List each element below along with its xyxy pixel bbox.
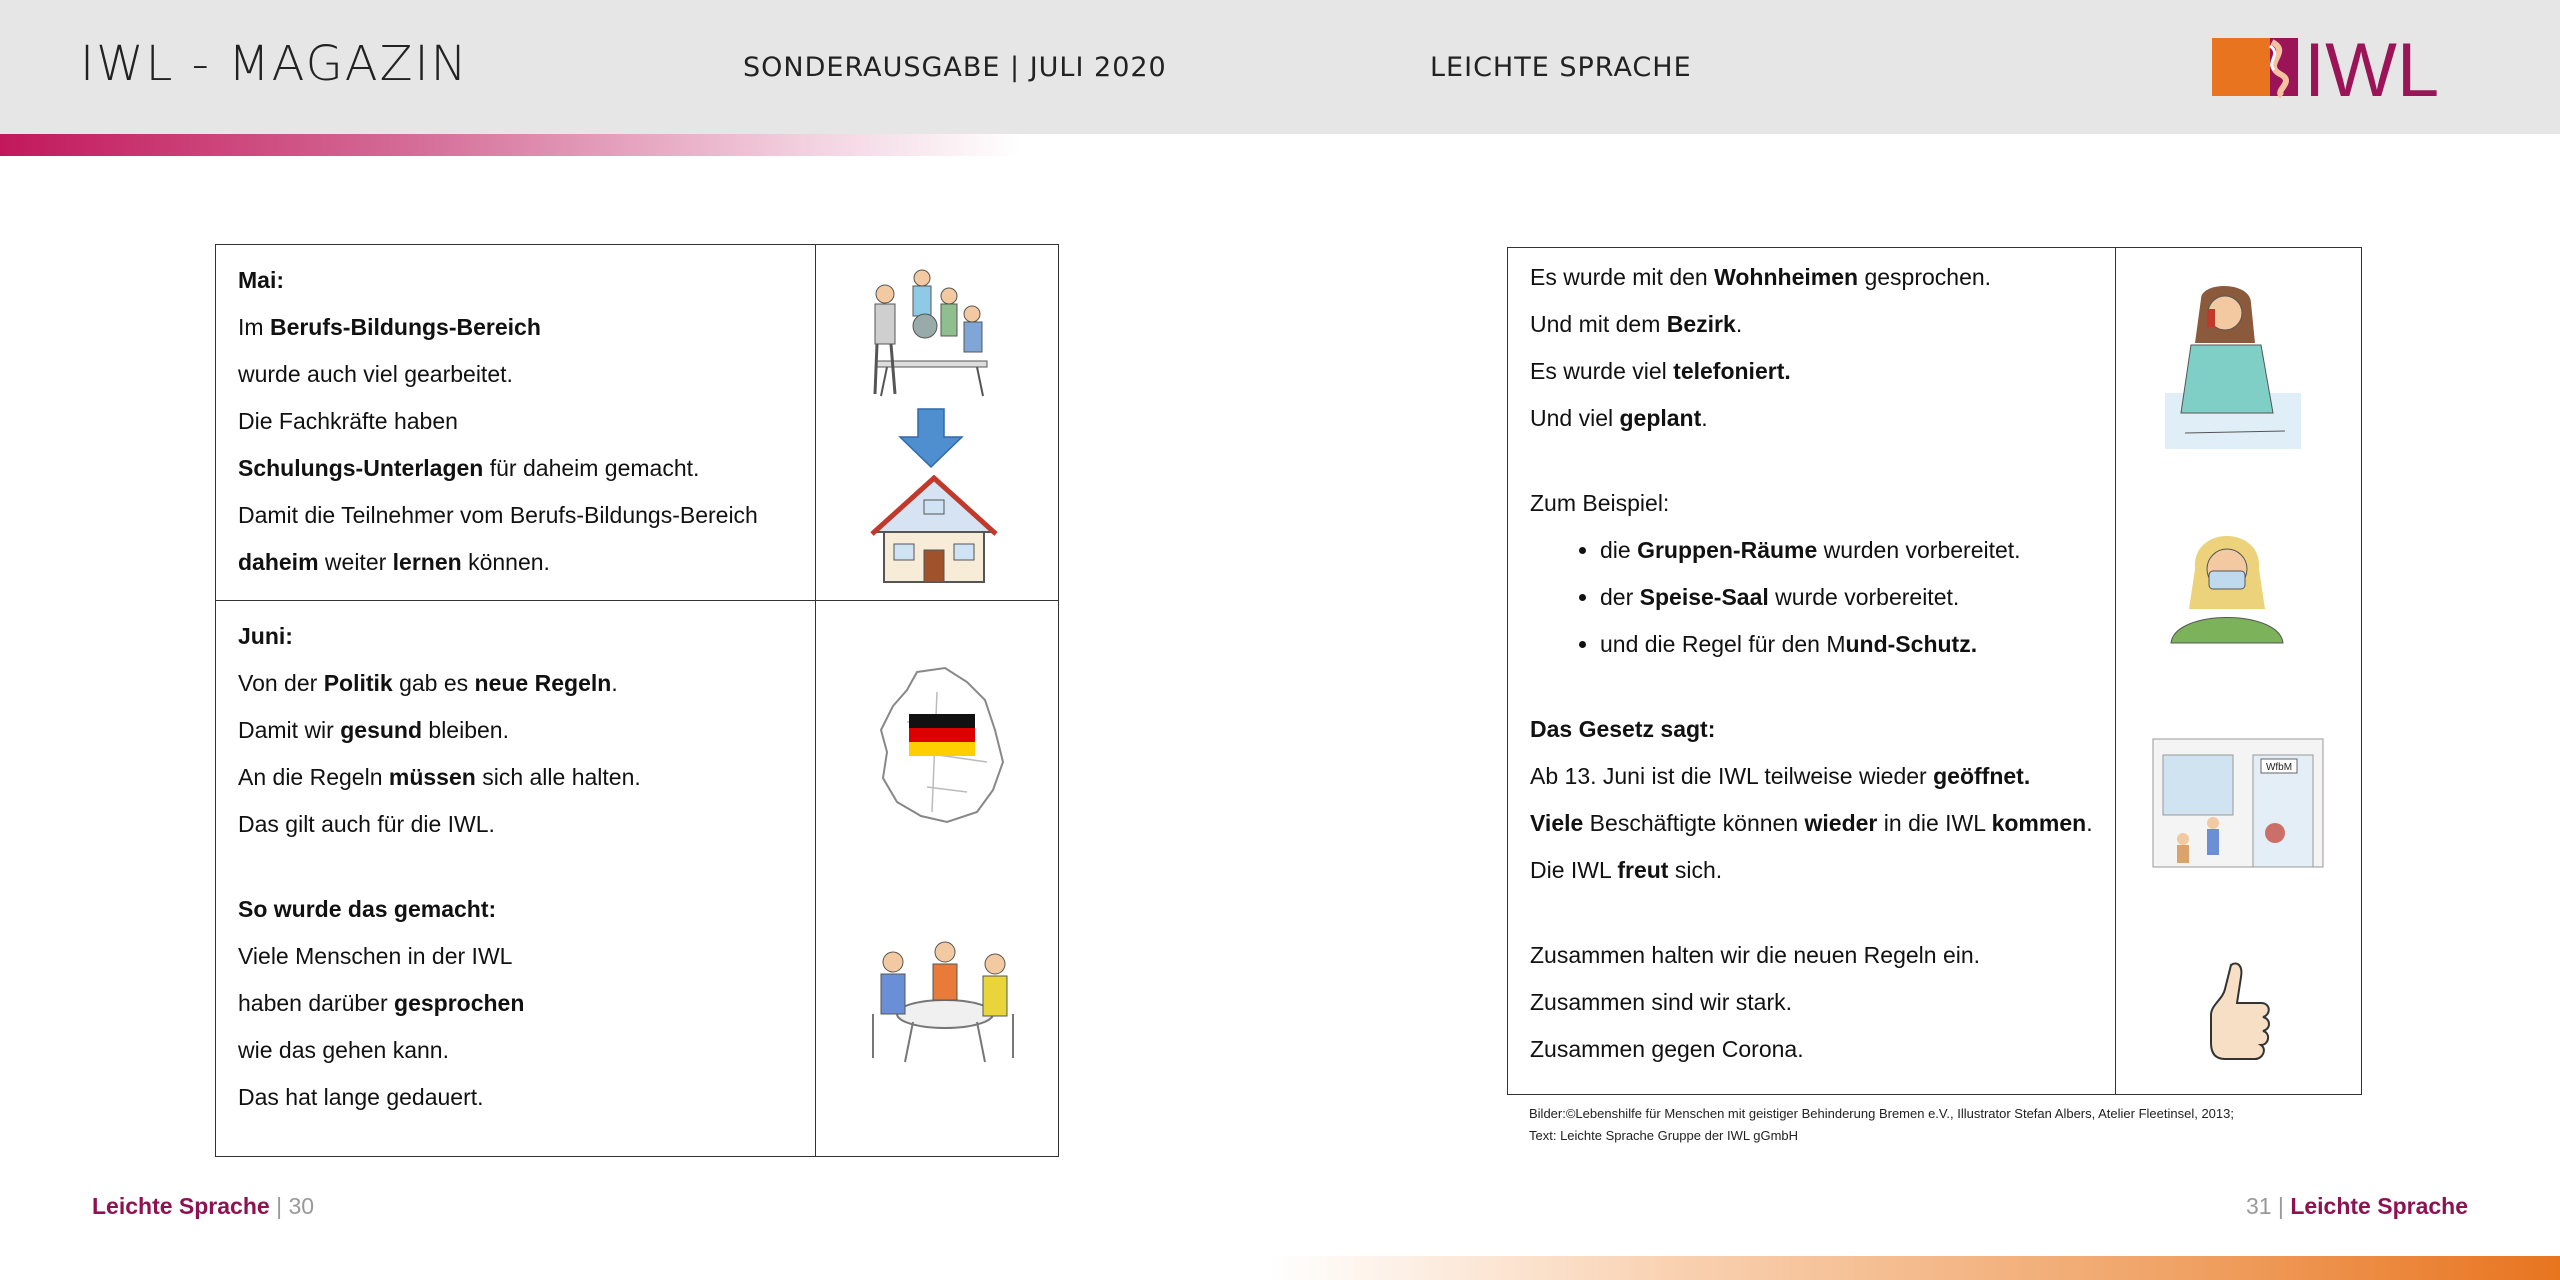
text-run: Viele Menschen in der IWL (238, 943, 513, 969)
text-run: . (1701, 405, 1708, 431)
text-run: . (2086, 810, 2093, 836)
issue-label: SONDERAUSGABE | JULI 2020 (743, 52, 1167, 83)
text-run: gesprochen. (1858, 264, 1992, 290)
text-run: Damit die Teilnehmer vom Berufs-Bildungs-Bereich (238, 502, 758, 528)
page-number-right: 31 (2245, 1193, 2272, 1219)
text-line (238, 492, 793, 539)
juni-illustrations (817, 602, 1057, 1150)
text-run: sich. (1668, 857, 1723, 883)
bold-text: Politik (323, 670, 393, 696)
bold-text: Wohnheimen (1714, 264, 1859, 290)
text-run: Damit wir (238, 717, 341, 743)
text-line (238, 933, 793, 980)
juni-subheading: So wurde das gemacht: (238, 896, 497, 922)
bold-text: daheim (238, 549, 319, 575)
meeting-people-icon (873, 942, 1013, 1062)
text-run: für daheim gemacht. (483, 455, 700, 481)
text-run: . (1735, 311, 1743, 337)
text-line (1530, 753, 2093, 800)
bold-text: Berufs-Bildungs-Bereich (269, 314, 541, 340)
down-arrow-icon (900, 409, 962, 467)
text-run: gab es (392, 670, 475, 696)
bold-text: lernen (392, 549, 462, 575)
text-run: Es wurde viel (1530, 358, 1674, 384)
right-lines-3 (1530, 932, 2093, 1073)
right-text-cell (1508, 248, 2116, 1095)
magazine-title: IWL - MAGAZIN (80, 36, 469, 92)
text-run: wurde vorbereitet. (1768, 584, 1960, 610)
text-line (238, 445, 793, 492)
germany-map-icon (881, 668, 1003, 822)
text-run: Im (238, 314, 270, 340)
text-line (238, 304, 793, 351)
text-line (1530, 254, 2093, 301)
text-line (1530, 395, 2093, 442)
text-line (1530, 847, 2093, 894)
list-item (1600, 527, 2093, 574)
juni-lines (238, 660, 793, 848)
footer-accent-bar (1270, 1256, 2560, 1280)
text-line (1530, 932, 2093, 979)
phone-call-icon (2165, 286, 2301, 449)
bold-text: müssen (388, 764, 476, 790)
right-lines-1 (1530, 254, 2093, 442)
iwl-logo-text: IWL (2304, 34, 2440, 100)
text-run: weiter (318, 549, 393, 575)
example-label: Zum Beispiel: (1530, 490, 1670, 516)
text-run: bleiben. (422, 717, 509, 743)
preparation-list (1530, 527, 2093, 668)
bold-text: telefoniert. (1673, 358, 1791, 384)
text-line (238, 980, 793, 1027)
bold-text: Gruppen-Räume (1637, 537, 1818, 563)
text-run: der (1600, 584, 1640, 610)
juni-text-cell (216, 601, 816, 1157)
right-image-cell (2116, 248, 2362, 1095)
text-run: die (1600, 537, 1638, 563)
workshop-building-icon (2153, 739, 2323, 867)
text-run: wurde auch viel gearbeitet. (238, 361, 513, 387)
list-item (1600, 621, 2093, 668)
right-lines-2 (1530, 753, 2093, 894)
text-run: Zusammen sind wir stark. (1530, 989, 1793, 1015)
bold-text: gesprochen (394, 990, 525, 1016)
right-content-table (1507, 247, 2362, 1095)
thumbs-up-icon (2211, 964, 2269, 1060)
text-run: und die Regel für den M (1600, 631, 1846, 657)
text-run: Zusammen gegen Corona. (1530, 1036, 1804, 1062)
text-line (238, 539, 793, 586)
footer-left (92, 1193, 314, 1220)
text-line (238, 351, 793, 398)
text-run: können. (461, 549, 550, 575)
text-run: Beschäftigte können (1583, 810, 1805, 836)
credits-images: Bilder:©Lebenshilfe für Menschen mit geistiger Behinderung Bremen e.V., Illustrator Stefan Albers, Atelier Fleetinsel, 2013; (1529, 1106, 2234, 1121)
text-run: Und mit dem (1530, 311, 1667, 337)
law-heading: Das Gesetz sagt: (1530, 716, 1716, 742)
mai-text-cell (216, 245, 816, 601)
text-run: An die Regeln (238, 764, 389, 790)
header-accent-bar (0, 134, 1020, 156)
language-label: LEICHTE SPRACHE (1430, 52, 1692, 83)
text-run: wie das gehen kann. (238, 1037, 449, 1063)
text-line (238, 398, 793, 445)
bold-text: freut (1617, 857, 1669, 883)
footer-right (2246, 1193, 2468, 1220)
text-line (1530, 348, 2093, 395)
credits-text: Text: Leichte Sprache Gruppe der IWL gGmbH (1529, 1128, 1799, 1143)
bold-text: neue Regeln (474, 670, 612, 696)
footer-section-label: Leichte Sprache (2290, 1193, 2468, 1219)
page-header (0, 0, 2560, 134)
text-run: Das hat lange gedauert. (238, 1084, 484, 1110)
juni-lines-2 (238, 933, 793, 1121)
list-item (1600, 574, 2093, 621)
bold-text: Bezirk (1666, 311, 1736, 337)
text-line (238, 801, 793, 848)
juni-image-cell (816, 601, 1059, 1157)
text-line (238, 1027, 793, 1074)
text-run: Ab 13. Juni ist die IWL teilweise wieder (1530, 763, 1934, 789)
footer-separator: | (269, 1193, 289, 1219)
bold-text: Speise-Saal (1639, 584, 1769, 610)
text-line (1530, 979, 2093, 1026)
footer-section-label: Leichte Sprache (92, 1193, 270, 1219)
bold-text: kommen (1991, 810, 2087, 836)
text-run: Von der (238, 670, 324, 696)
house-icon (872, 478, 996, 582)
text-run: Es wurde mit den (1530, 264, 1715, 290)
bold-text: Viele (1530, 810, 1584, 836)
arrow-house-illustration (816, 244, 1056, 592)
text-run: Und viel (1530, 405, 1620, 431)
text-line (238, 1074, 793, 1121)
text-run: Das gilt auch für die IWL. (238, 811, 495, 837)
wfbm-sign: WfbM (2265, 762, 2293, 773)
text-run: Zusammen halten wir die neuen Regeln ein. (1530, 942, 1981, 968)
text-run: Die Fachkräfte haben (238, 408, 458, 434)
juni-heading: Juni: (238, 623, 293, 649)
text-run: sich alle halten. (475, 764, 641, 790)
image-credits (1529, 1103, 2234, 1147)
text-run: . (611, 670, 618, 696)
text-run: haben darüber (238, 990, 395, 1016)
text-run: in die IWL (1877, 810, 1992, 836)
text-line (238, 754, 793, 801)
text-line (238, 707, 793, 754)
page-number-left: 30 (288, 1193, 315, 1219)
bold-text: geplant (1619, 405, 1702, 431)
iwl-logo (2212, 34, 2478, 100)
mai-lines (238, 304, 793, 586)
bold-text: wieder (1804, 810, 1878, 836)
bold-text: geöffnet. (1933, 763, 2031, 789)
mai-heading: Mai: (238, 267, 284, 293)
footer-separator: | (2271, 1193, 2291, 1219)
text-line (238, 660, 793, 707)
text-line (1530, 301, 2093, 348)
text-line (1530, 1026, 2093, 1073)
text-run: wurden vorbereitet. (1817, 537, 2021, 563)
bold-text: und-Schutz. (1845, 631, 1978, 657)
bold-text: Schulungs-Unterlagen (238, 455, 484, 481)
right-illustrations (2117, 249, 2360, 1093)
bold-text: gesund (340, 717, 423, 743)
text-line (1530, 800, 2093, 847)
text-run: Die IWL (1530, 857, 1618, 883)
face-mask-icon (2171, 536, 2283, 643)
